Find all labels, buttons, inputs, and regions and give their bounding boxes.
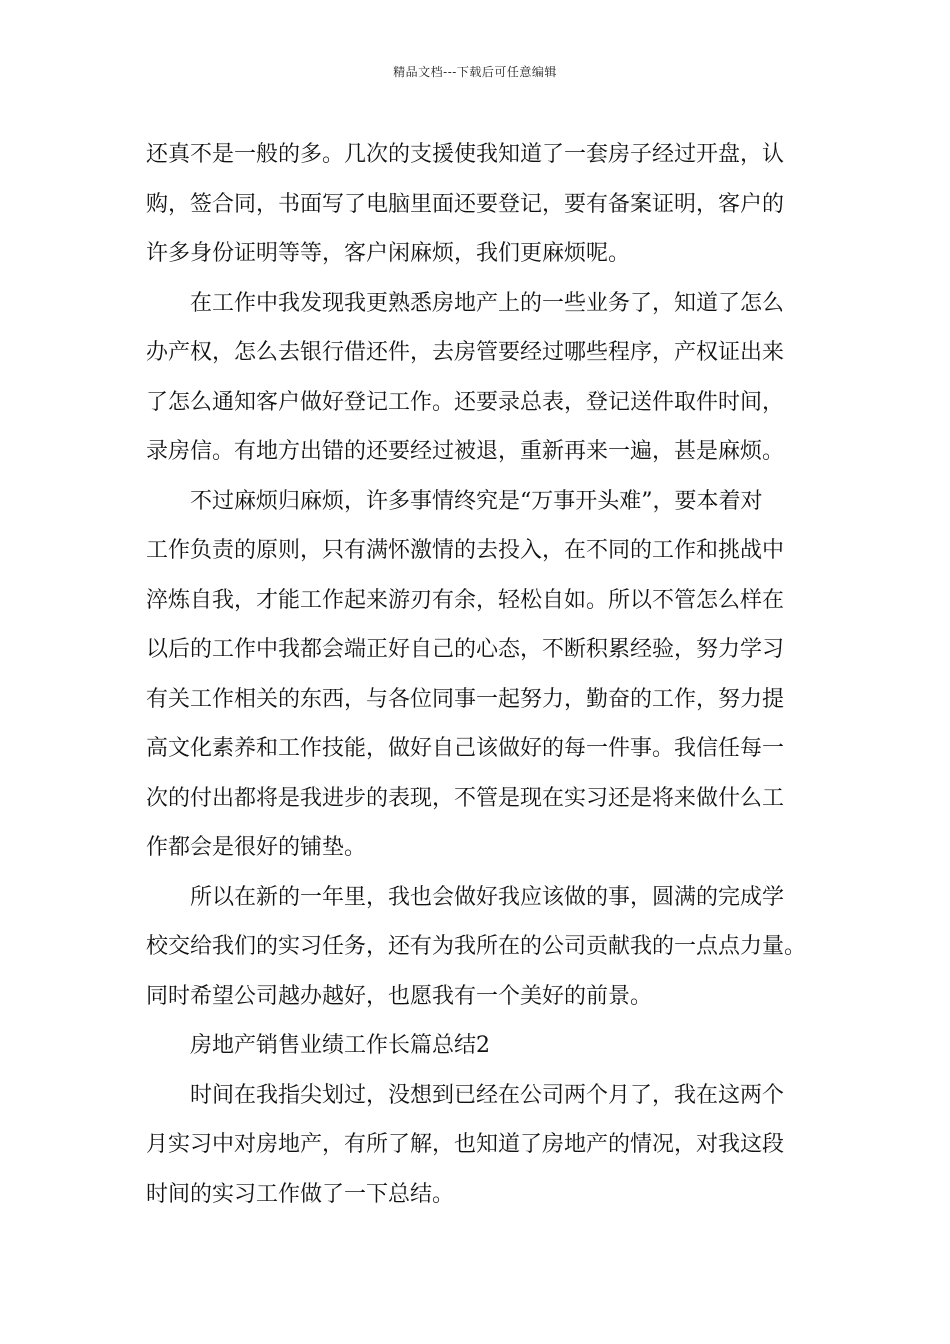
- text-line: 淬炼自我，才能工作起来游刃有余，轻松自如。所以不管怎么样在: [146, 587, 785, 613]
- text-line: 所以在新的一年里，我也会做好我应该做的事，圆满的完成学: [190, 884, 785, 910]
- text-line: 还真不是一般的多。几次的支援使我知道了一套房子经过开盘，认: [146, 142, 785, 167]
- text-line: 作都会是很好的铺垫。: [146, 835, 367, 860]
- text-line: 同时希望公司越办越好，也愿我有一个美好的前景。: [146, 983, 653, 1009]
- page-header: 精品文档---下载后可任意编辑: [393, 65, 557, 79]
- text-line: 高文化素养和工作技能，做好自己该做好的每一件事。我信任每一: [146, 736, 785, 761]
- text-line: 购，签合同，书面写了电脑里面还要登记，要有备案证明，客户的: [146, 191, 785, 217]
- text-line: 时间的实习工作做了一下总结。: [146, 1181, 455, 1207]
- text-line: 不过麻烦归麻烦，许多事情终究是“万事开头难”，要本着对: [190, 488, 763, 514]
- text-line: 房地产销售业绩工作长篇总结2: [190, 1033, 490, 1058]
- document-body: [146, 130, 811, 1219]
- text-line: 次的付出都将是我进步的表现，不管是现在实习还是将来做什么工: [146, 785, 785, 811]
- text-line: 录房信。有地方出错的还要经过被退，重新再来一遍，甚是麻烦。: [146, 439, 785, 464]
- text-line: 工作负责的原则，只有满怀激情的去投入，在不同的工作和挑战中: [146, 538, 785, 563]
- text-line: 许多身份证明等等，客户闲麻烦，我们更麻烦呢。: [146, 241, 631, 266]
- text-line: 校交给我们的实习任务，还有为我所在的公司贡献我的一点点力量。: [146, 934, 807, 959]
- text-line: 办产权，怎么去银行借还件，去房管要经过哪些程序，产权证出来: [146, 340, 785, 365]
- text-line: 在工作中我发现我更熟悉房地产上的一些业务了，知道了怎么: [190, 290, 785, 316]
- text-line: 时间在我指尖划过，没想到已经在公司两个月了，我在这两个: [190, 1082, 785, 1108]
- text-line: 以后的工作中我都会端正好自己的心态，不断积累经验，努力学习: [146, 637, 785, 662]
- text-line: 了怎么通知客户做好登记工作。还要录总表，登记送件取件时间，: [146, 389, 785, 415]
- text-line: 有关工作相关的东西，与各位同事一起努力，勤奋的工作，努力提: [146, 686, 785, 712]
- text-line: 月实习中对房地产，有所了解，也知道了房地产的情况，对我这段: [146, 1132, 785, 1157]
